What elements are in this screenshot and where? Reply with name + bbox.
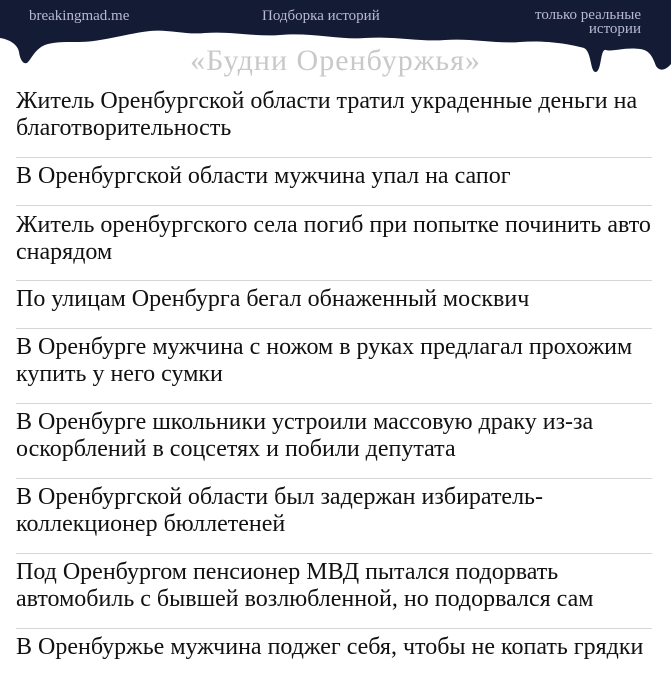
tagline-link[interactable]: только реальные истории [535, 7, 641, 37]
page-title: «Будни Оренбуржья» [190, 44, 481, 77]
story-link[interactable]: В Оренбурге школьники устроили массовую драку из-за оскорблений в соцсетях и побили депутата [16, 404, 652, 479]
story-link[interactable]: По улицам Оренбурга бегал обнаженный москвич [16, 281, 652, 329]
story-link[interactable]: В Оренбурге мужчина с ножом в руках предлагал прохожим купить у него сумки [16, 329, 652, 404]
story-link[interactable]: В Оренбургской области мужчина упал на сапог [16, 158, 652, 206]
collection-link[interactable]: Подборка историй [262, 8, 380, 24]
story-link[interactable]: В Оренбуржье мужчина поджег себя, чтобы не копать грядки [16, 634, 644, 660]
site-name-link[interactable]: breakingmad.me [29, 8, 130, 24]
story-link[interactable]: В Оренбургской области был задержан избиратель-коллекционер бюллетеней [16, 479, 652, 554]
story-link[interactable]: Под Оренбургом пенсионер МВД пытался подорвать автомобиль с бывшей возлюбленной, но подорвался сам [16, 554, 652, 629]
page-header [0, 0, 671, 80]
story-link[interactable]: Житель Оренбургской области тратил украденные деньги на благотворительность [16, 84, 652, 158]
story-link[interactable]: Житель оренбургского села погиб при попытке починить авто снарядом [16, 206, 652, 281]
story-list [16, 84, 652, 694]
